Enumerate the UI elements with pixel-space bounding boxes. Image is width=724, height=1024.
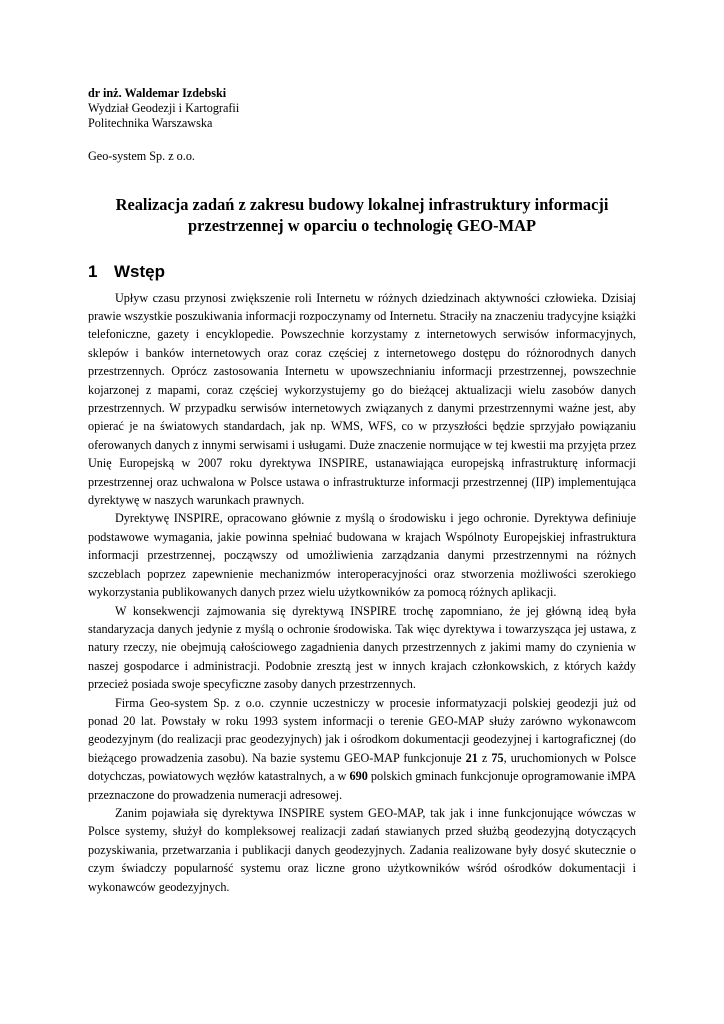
gmina-count-number: 690	[349, 769, 368, 784]
paragraph-2: Dyrektywę INSPIRE, opracowano głównie z myślą o środowisku i jego ochronie. Dyrektywa definiuje podstawowe wymagania, jakie powinna spełniać budowana w krajach Wspólnoty Europejskiej infrastruktura informacji przestrzennej, począwszy od umożliwienia zarządzania danymi przestrzennymi na różnych szczeblach poprzez zapewnienie mechanizmów interoperacyjności oraz stworzenia możliwości szerokiego wykorzystania publikowanych danych przez wielu użytkowników za pomocą różnych aplikacji.	[88, 511, 636, 600]
title-line-2: przestrzennej w oparciu o technologię GEO-MAP	[188, 215, 536, 235]
affiliation-university: Politechnika Warszawska	[88, 116, 213, 131]
paragraph-4-part-d: polskich gminach funkcjonuje oprogramowanie iMPA przeznaczone do prowadzenia numeracji adresowej.	[88, 769, 636, 802]
paragraph-4-part-c: , uruchomionych w Polsce dotychczas, powiatowych węzłów katastralnych, a w	[88, 750, 636, 784]
section-heading	[88, 261, 636, 283]
paragraph-4	[88, 694, 636, 804]
section-title: Wstęp	[114, 261, 165, 281]
paragraph-5: Zanim pojawiała się dyrektywa INSPIRE system GEO-MAP, tak jak i inne funkcjonujące wówczas w Polsce systemy, służył do kompleksowej realizacji zadań stawianych przed służbą geodezyjną dotyczących pozyskiwania, przetwarzania i publikacji danych geodezyjnych. Zadania realizowane były dosyć skutecznie o czym świadczy popularność systemu oraz liczne grono użytkowników wśród ośrodków dokumentacji i wykonawców geodezyjnych.	[88, 805, 636, 894]
author-block	[88, 86, 636, 132]
section-body	[88, 289, 636, 896]
author-name: dr inż. Waldemar Izdebski	[88, 86, 227, 100]
node-total-number: 75	[491, 750, 504, 765]
node-count-number: 21	[465, 750, 478, 765]
paragraph-1: Upływ czasu przynosi zwiększenie roli Internetu w różnych dziedzinach aktywności człowieka. Dzisiaj prawie wszystkie poszukiwania informacji rozpoczynamy od Internetu. Straciły na znaczeniu tradycyjne książki telefoniczne, gazety i encyklopedie. Powszechnie korzystamy z internetowych serwisów informacyjnych, sklepów i banków internetowych oraz coraz częściej z internetowego dostępu do różnorodnych danych przestrzennych. Oprócz zastosowania Internetu w upowszechnianiu informacji przestrzennej, powszechnie kojarzonej z mapami, coraz częściej wykorzystujemy go do bieżącej aktualizacji wielu zasobów danych przestrzennych. W przypadku serwisów internetowych związanych z danymi przestrzennymi ważne jest, aby opierać je na światowych standardach, jak np. WMS, WFS, co w przyszłości będzie sprzyjało powiązaniu oferowanych danych z innymi serwisami i usługami. Duże znaczenie normujące w tej kwestii ma przyjęta przez Unię Europejską w 2007 roku dyrektywa INSPIRE, ustanawiająca europejską infrastrukturę informacji przestrzennej oraz uchwalona w Polsce ustawa o infrastrukturze informacji przestrzennej (IIP) implementująca dyrektywę w naszych warunkach prawnych.	[88, 290, 636, 508]
company-name: Geo-system Sp. z o.o.	[88, 148, 195, 163]
section-number: 1	[88, 261, 98, 281]
paragraph-4-part-a: Firma Geo-system Sp. z o.o. czynnie uczestniczy w procesie informatyzacji polskiej geodezji już od ponad 20 lat. Powstały w roku 1993 system informacji o terenie GEO-MAP służy zarówno wykonawcom geodezyjnym (do realizacji prac geodezyjnych) jak i ośrodkom dokumentacji geodezyjnej i kartograficznej (do bieżącego prowadzenia zasobu). Na bazie systemu GEO-MAP funkcjonuje	[88, 695, 636, 765]
document-title	[88, 194, 636, 236]
affiliation-department: Wydział Geodezji i Kartografii	[88, 101, 240, 116]
paragraph-4-part-b: z	[477, 750, 492, 765]
title-line-1: Realizacja zadań z zakresu budowy lokalnej infrastruktury informacji	[115, 194, 609, 214]
paragraph-3: W konsekwencji zajmowania się dyrektywą INSPIRE trochę zapomniano, że jej główną ideą była standaryzacja danych jedynie z myślą o ochronie środowiska. Tak więc dyrektywa i towarzysząca jej ustawa, z natury rzeczy, nie obejmują całościowego zagadnienia danych przestrzennych z jakimi mamy do czynienia w naszej gospodarce i administracji. Podobnie zresztą jest w innych krajach członkowskich, z których każdy przecież posiada swoje specyficzne zasoby danych przestrzennych.	[88, 603, 636, 692]
